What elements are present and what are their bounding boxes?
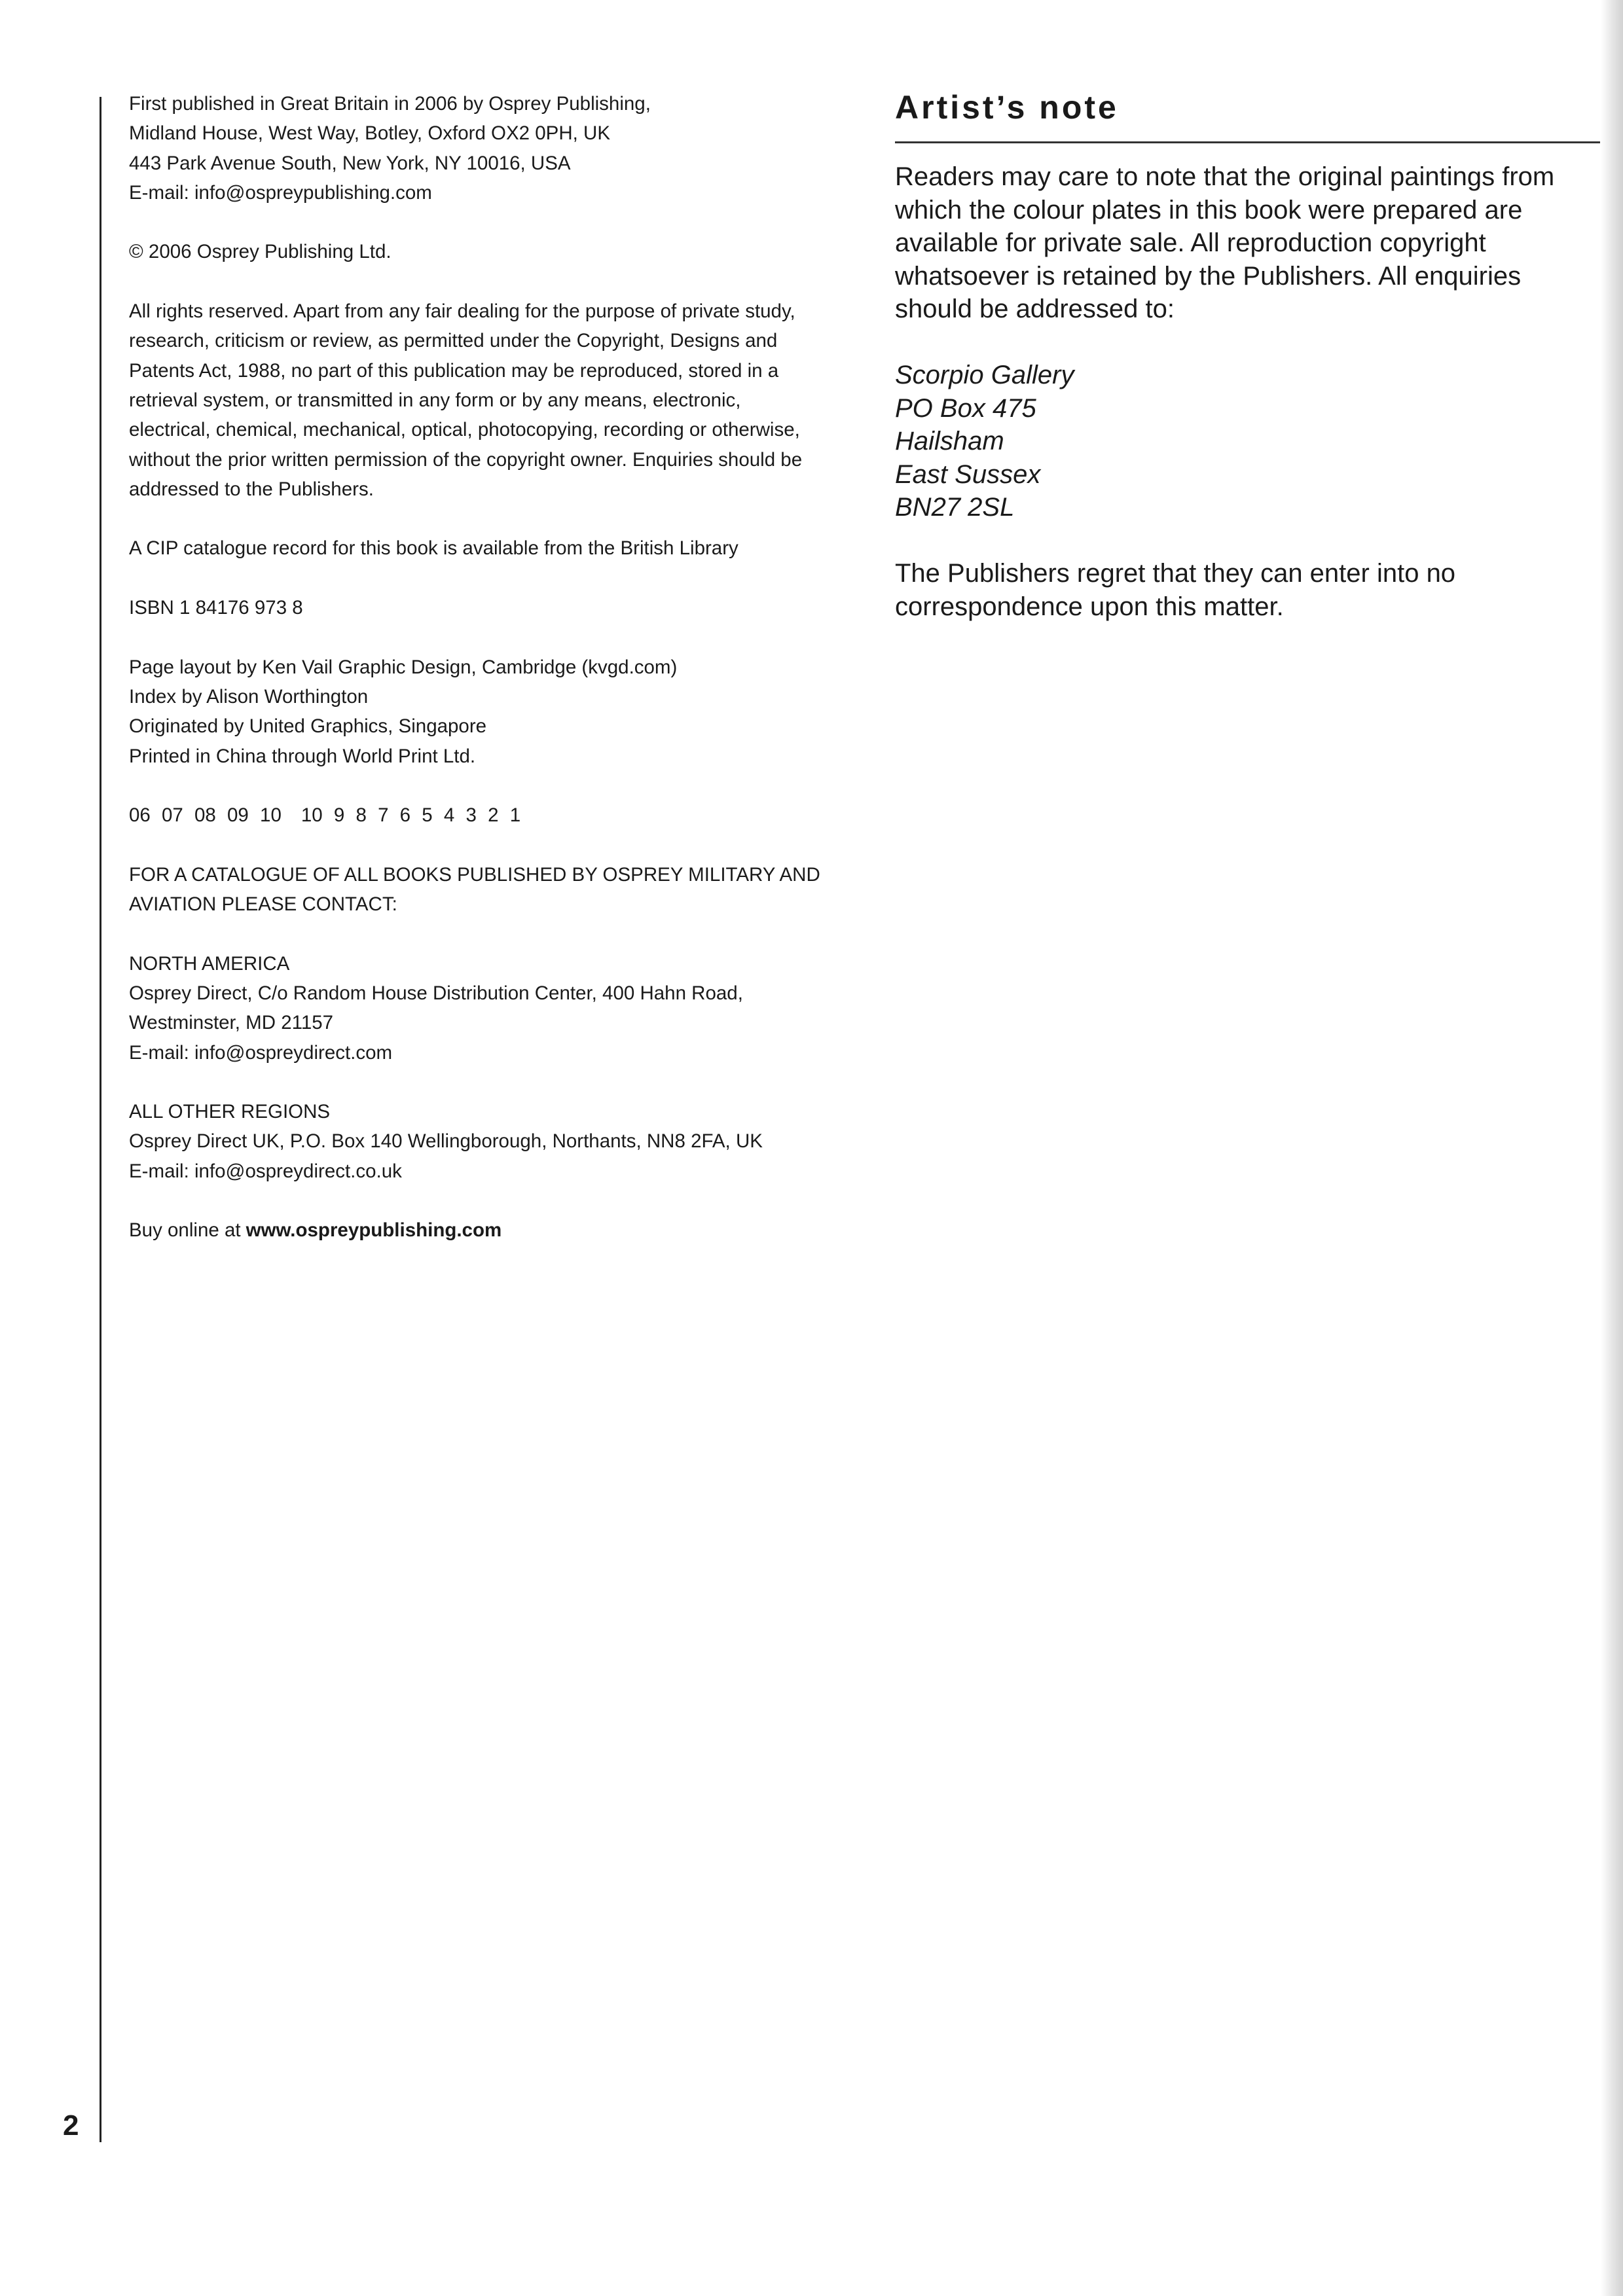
- credit-layout: Page layout by Ken Vail Graphic Design, Cambridge (kvgd.com): [129, 656, 678, 678]
- rights-line: electrical, chemical, mechanical, optical, photocopying, recording or otherwise,: [129, 419, 800, 441]
- publisher-line: First published in Great Britain in 2006 by Osprey Publishing,: [129, 93, 651, 115]
- other-regions-address: Osprey Direct UK, P.O. Box 140 Wellingborough, Northants, NN8 2FA, UK: [129, 1130, 763, 1153]
- publisher-address-uk: Midland House, West Way, Botley, Oxford OX2 0PH, UK: [129, 122, 611, 145]
- credit-printing: Printed in China through World Print Ltd.: [129, 745, 476, 767]
- print-sequence: [129, 800, 869, 830]
- print-years: 06 07 08 09 10: [129, 804, 282, 827]
- closing-line: correspondence upon this matter.: [895, 592, 1284, 621]
- print-run: 10 9 8 7 6 5 4 3 2 1: [301, 804, 521, 827]
- north-america-address: Westminster, MD 21157: [129, 1012, 334, 1034]
- gallery-town: Hailsham: [895, 427, 1004, 456]
- catalogue-block: [129, 860, 869, 920]
- rights-line: All rights reserved. Apart from any fair dealing for the purpose of private study,: [129, 300, 795, 323]
- page-number: 2: [63, 2109, 79, 2142]
- cip-record: A CIP catalogue record for this book is available from the British Library: [129, 537, 739, 560]
- region-heading-north-america: NORTH AMERICA: [129, 952, 290, 975]
- heading-divider: [895, 141, 1600, 143]
- publisher-block: [129, 89, 869, 207]
- page-edge-shadow: [1601, 0, 1623, 2296]
- publisher-email: E-mail: info@ospreypublishing.com: [129, 181, 432, 204]
- rights-line: research, criticism or review, as permitted under the Copyright, Designs and: [129, 330, 778, 352]
- gallery-name: Scorpio Gallery: [895, 361, 1074, 389]
- isbn: ISBN 1 84176 973 8: [129, 597, 303, 619]
- rights-line: addressed to the Publishers.: [129, 478, 374, 500]
- artists-note-body: [895, 160, 1602, 623]
- catalogue-heading-line: FOR A CATALOGUE OF ALL BOOKS PUBLISHED BY OSPREY MILITARY AND: [129, 863, 820, 886]
- credit-index: Index by Alison Worthington: [129, 685, 369, 708]
- note-body-line: which the colour plates in this book were prepared are: [895, 195, 1523, 224]
- buy-online-block: [129, 1215, 869, 1245]
- other-regions-email: E-mail: info@ospreydirect.co.uk: [129, 1160, 402, 1182]
- print-sequence-block: [129, 800, 869, 830]
- artists-note-heading: Artist’s note: [895, 89, 1119, 126]
- publisher-address-us: 443 Park Avenue South, New York, NY 10016, USA: [129, 152, 571, 174]
- other-regions-block: [129, 1097, 869, 1186]
- buy-online-line: [129, 1215, 869, 1245]
- gallery-po-box: PO Box 475: [895, 393, 1036, 423]
- gallery-postcode: BN27 2SL: [895, 493, 1015, 522]
- credit-origination: Originated by United Graphics, Singapore: [129, 715, 487, 738]
- website-link[interactable]: www.ospreypublishing.com: [246, 1219, 502, 1242]
- buy-online-label: Buy online at: [129, 1219, 241, 1242]
- note-body-line: should be addressed to:: [895, 295, 1175, 323]
- copyright-notice: © 2006 Osprey Publishing Ltd.: [129, 241, 392, 263]
- region-heading-other: ALL OTHER REGIONS: [129, 1101, 331, 1123]
- north-america-address: Osprey Direct, C/o Random House Distribution Center, 400 Hahn Road,: [129, 982, 743, 1004]
- north-america-email: E-mail: info@ospreydirect.com: [129, 1041, 393, 1064]
- gallery-county: East Sussex: [895, 459, 1041, 489]
- left-margin-rule: [100, 97, 101, 2142]
- cip-block: [129, 533, 869, 563]
- note-body-line: available for private sale. All reproduction copyright: [895, 228, 1486, 257]
- catalogue-heading-line: AVIATION PLEASE CONTACT:: [129, 893, 397, 916]
- rights-line: without the prior written permission of the copyright owner. Enquiries should be: [129, 448, 803, 471]
- copyright-block: [129, 237, 869, 266]
- rights-line: Patents Act, 1988, no part of this publication may be reproduced, stored in a: [129, 359, 779, 382]
- note-body-line: Readers may care to note that the original paintings from: [895, 162, 1555, 191]
- isbn-block: [129, 593, 869, 622]
- imprint-column: [129, 89, 869, 1246]
- closing-line: The Publishers regret that they can enter into no: [895, 559, 1456, 588]
- rights-block: [129, 296, 869, 504]
- artists-note-column: [895, 88, 1602, 623]
- note-body-line: whatsoever is retained by the Publishers. All enquiries: [895, 261, 1522, 291]
- credits-block: [129, 653, 869, 771]
- north-america-block: [129, 949, 869, 1067]
- rights-line: retrieval system, or transmitted in any form or by any means, electronic,: [129, 389, 741, 411]
